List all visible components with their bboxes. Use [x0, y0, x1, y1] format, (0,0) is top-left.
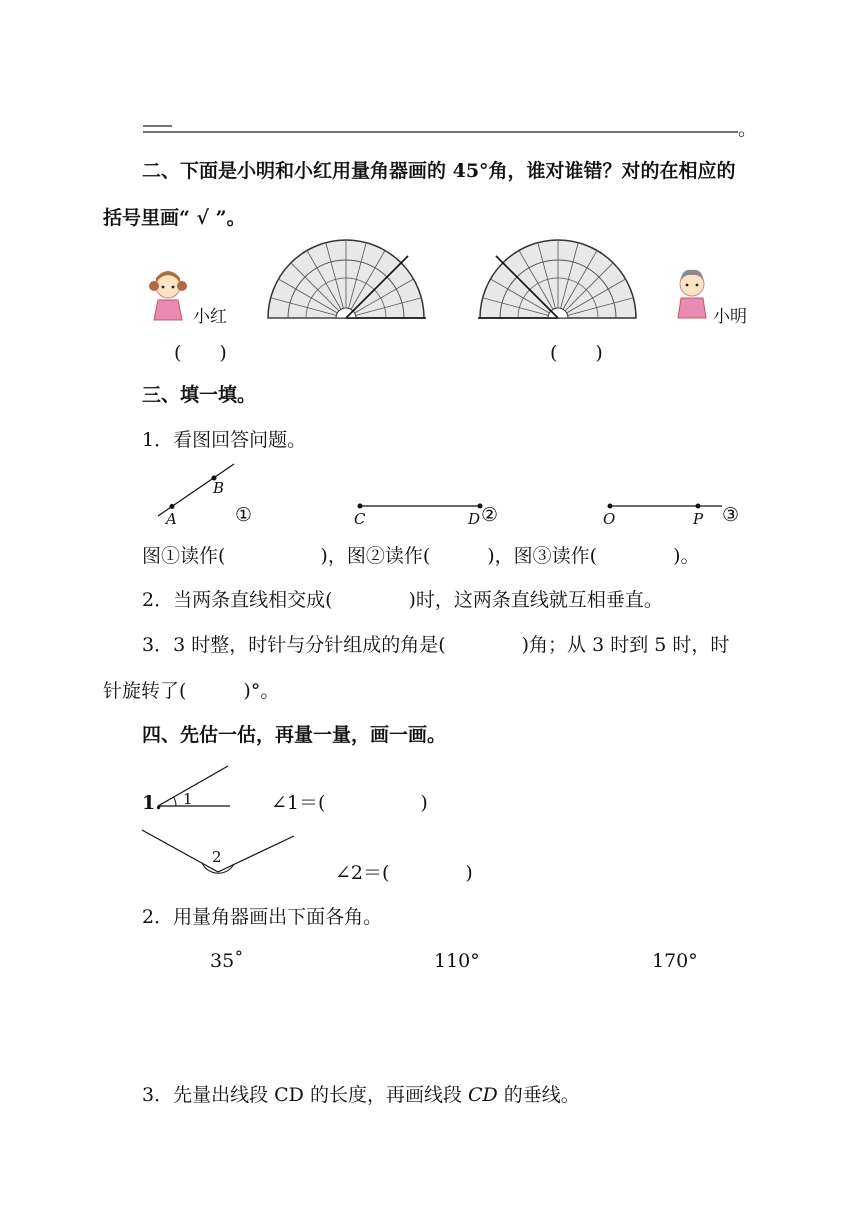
figure1-point-b: B: [213, 479, 225, 497]
section4-q3: [142, 1082, 580, 1108]
section4-heading: 四、先估一估，再量一量，画一画。: [142, 724, 447, 746]
angle2-label: 2: [212, 848, 222, 866]
section3-heading: 三、填一填。: [142, 384, 257, 406]
angle-170: 170°: [652, 950, 698, 972]
xiaoming-bracket[interactable]: ( ): [550, 342, 603, 364]
angle-35: 35˚: [210, 950, 244, 972]
angle1-label: 1: [183, 790, 193, 808]
angle2-answer[interactable]: ∠2＝( ): [335, 862, 473, 884]
figure3-ray-op: [606, 502, 726, 512]
angle1-figure: [150, 764, 250, 814]
figure3-point-o: O: [603, 510, 616, 528]
figure3-number: ③: [722, 504, 740, 526]
section3-q2[interactable]: 2．当两条直线相交成( )时，这两条直线就互相垂直。: [142, 589, 663, 611]
angle-110: 110°: [434, 950, 480, 972]
figure2-point-d: D: [468, 510, 481, 528]
section4-q3-post: 的垂线。: [497, 1084, 580, 1106]
top-line-period: 。: [738, 118, 758, 140]
section2-heading-line1: 二、下面是小明和小红用量角器画的 45°角，谁对谁错？对的在相应的: [142, 160, 736, 182]
figure2-point-c: C: [354, 510, 366, 528]
answer-underline: [0, 120, 860, 140]
angle1-answer[interactable]: ∠1＝( ): [271, 792, 428, 814]
figure1-number: ①: [235, 504, 253, 526]
xiaohong-name: 小红: [193, 307, 227, 327]
protractor-xiaohong: [266, 236, 426, 326]
section3-q3-line2[interactable]: 针旋转了( )°。: [103, 680, 280, 702]
section3-q1-prompt: 1．看图回答问题。: [142, 429, 307, 451]
xiaohong-bracket[interactable]: ( ): [174, 342, 227, 364]
figure1-point-a: A: [166, 510, 177, 528]
figure2-number: ②: [481, 504, 499, 526]
xiaoming-name: 小明: [713, 307, 747, 327]
boy-xiaoming-icon: [672, 266, 712, 326]
girl-xiaohong-icon: [148, 268, 188, 328]
section3-q3-line1[interactable]: 3．3 时整，时针与分针组成的角是( )角；从 3 时到 5 时，时: [142, 634, 730, 656]
section4-q1-number: 1.: [142, 792, 162, 814]
section2-heading-line2: 括号里画“ √ ”。: [103, 207, 246, 229]
section4-q3-italic: CD: [467, 1084, 498, 1106]
section4-q3-pre: 3．先量出线段 CD 的长度，再画线段: [142, 1084, 468, 1106]
figure2-segment-cd: [356, 502, 486, 512]
section4-q2-prompt: 2．用量角器画出下面各角。: [142, 906, 383, 928]
section3-q1-answer-line[interactable]: 图①读作( )，图②读作( )，图③读作( )。: [142, 545, 700, 567]
figure3-point-p: P: [693, 510, 704, 528]
protractor-xiaoming: [478, 236, 638, 326]
